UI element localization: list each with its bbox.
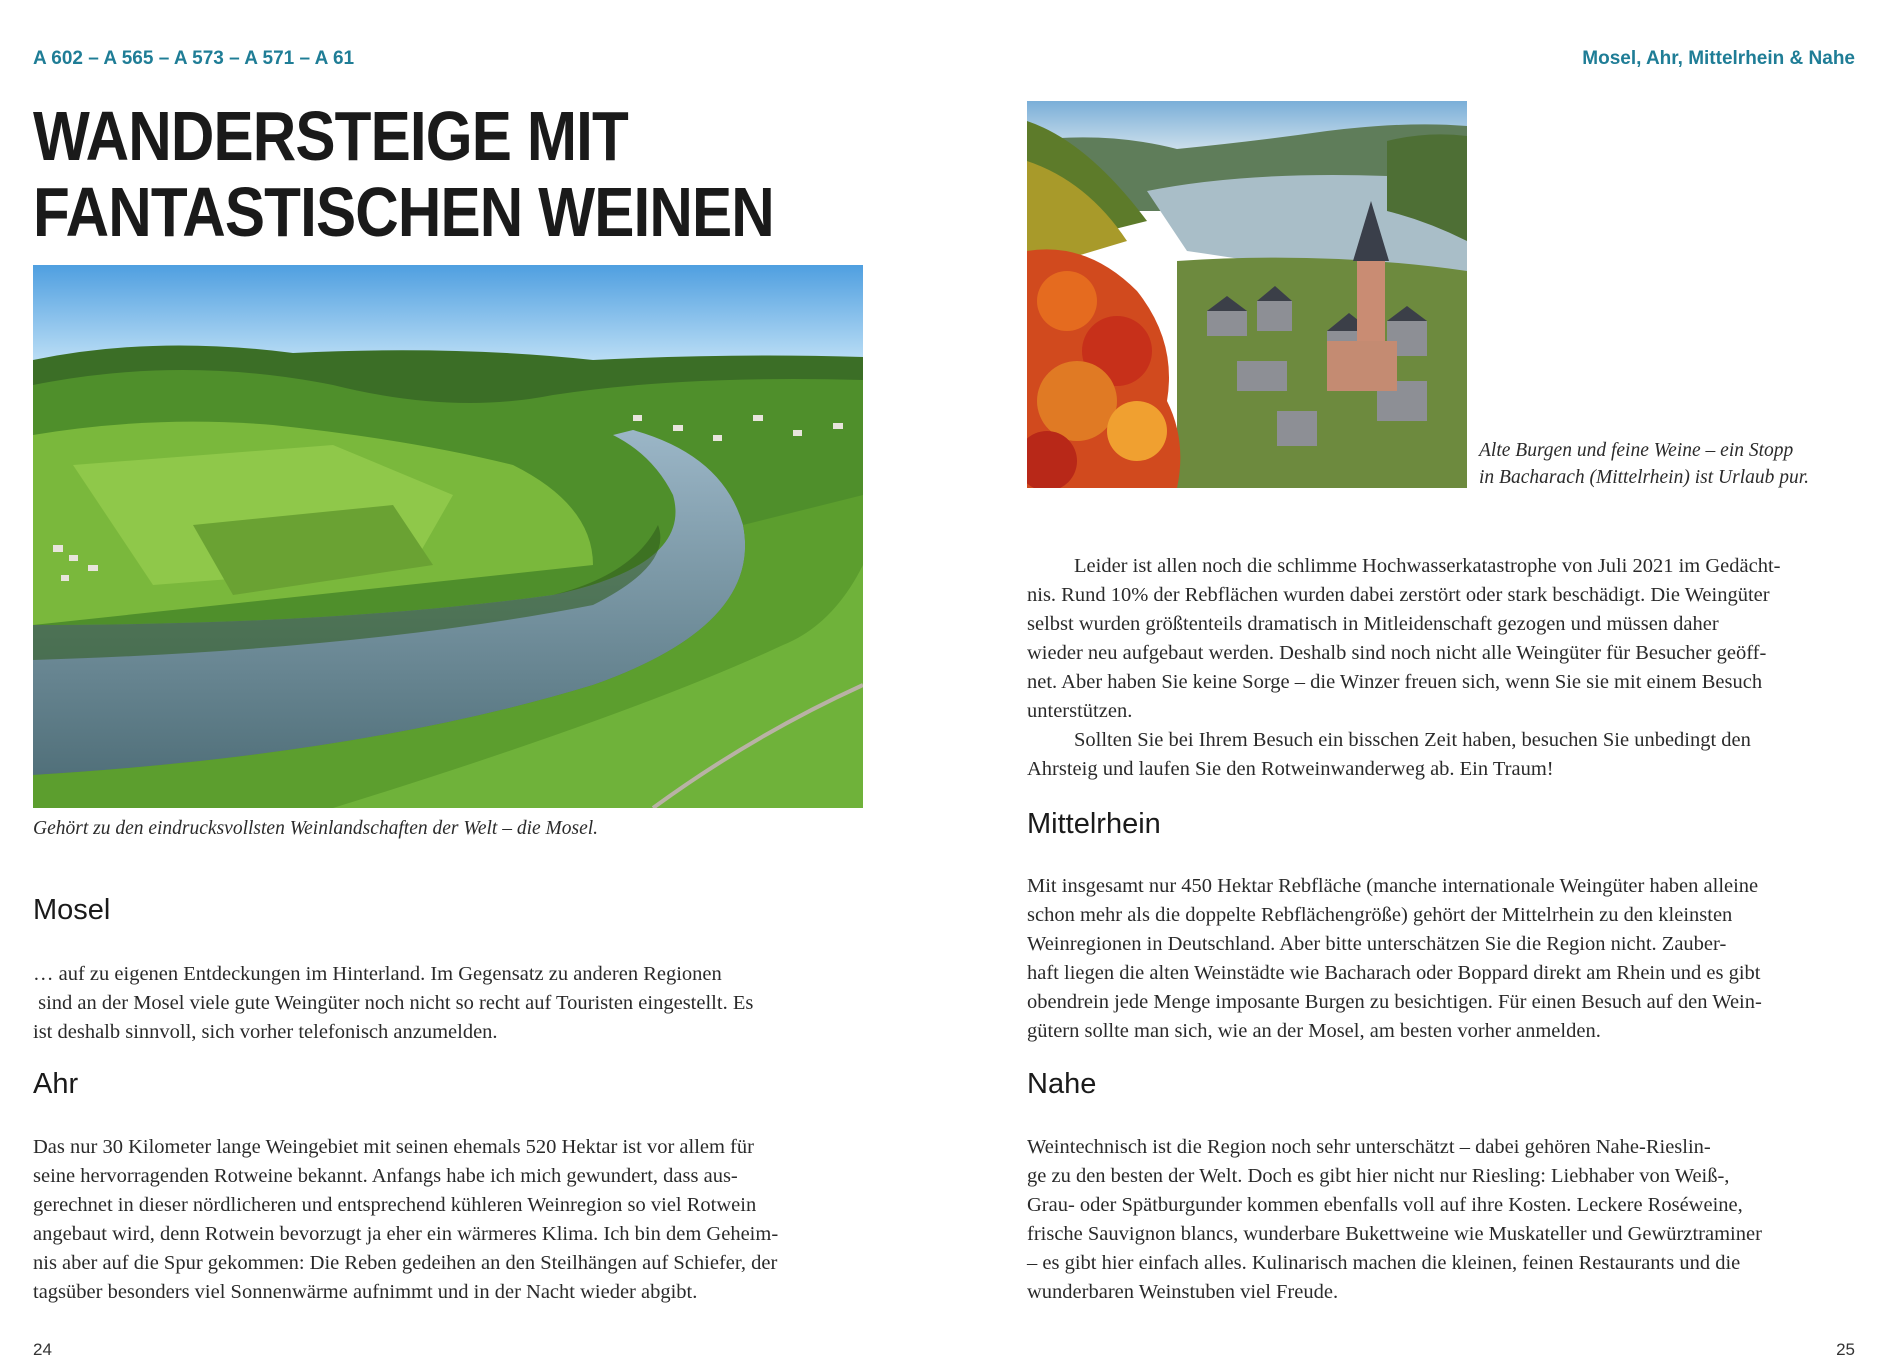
- text-ahr: [33, 1133, 778, 1307]
- text-line: frische Sauvignon blancs, wunderbare Bukettweine wie Muskateller und Gewürztraminer: [1027, 1223, 1762, 1245]
- text-line: schon mehr als die doppelte Rebflächengröße) gehört der Mittelrhein zu den kleinsten: [1027, 904, 1733, 926]
- text-line: Sollten Sie bei Ihrem Besuch ein bisschen Zeit haben, besuchen Sie unbedingt den: [1074, 729, 1751, 751]
- text-intro: [1027, 552, 1781, 784]
- text-line: wunderbaren Weinstuben viel Freude.: [1027, 1281, 1339, 1303]
- page-number-right: 25: [1836, 1340, 1855, 1359]
- text-line: – es gibt hier einfach alles. Kulinarisch machen die kleinen, feinen Restaurants und die: [1027, 1252, 1741, 1274]
- text-line: seine hervorragenden Rotweine bekannt. Anfangs habe ich mich gewundert, dass aus-: [33, 1165, 738, 1187]
- text-mosel: [33, 960, 753, 1047]
- page-title-line-1: WANDERSTEIGE MIT: [33, 97, 628, 175]
- heading-mosel: Mosel: [33, 894, 111, 926]
- page-title-line-2: FANTASTISCHEN WEINEN: [33, 173, 774, 251]
- text-line: Grau- oder Spätburgunder kommen ebenfalls voll auf ihre Kosten. Leckere Roséweine,: [1027, 1194, 1743, 1216]
- text-line: … auf zu eigenen Entdeckungen im Hinterland. Im Gegensatz zu anderen Regionen: [33, 963, 722, 985]
- text-line: wieder neu aufgebaut werden. Deshalb sind noch nicht alle Weingüter für Besucher geöff-: [1027, 642, 1767, 664]
- text-line: Ahrsteig und laufen Sie den Rotweinwanderweg ab. Ein Traum!: [1027, 758, 1554, 780]
- text-line: Leider ist allen noch die schlimme Hochwasserkatastrophe von Juli 2021 im Gedächt-: [1074, 555, 1781, 577]
- heading-ahr: Ahr: [33, 1068, 79, 1100]
- text-line: gütern sollte man sich, wie an der Mosel, am besten vorher anmelden.: [1027, 1020, 1601, 1042]
- text-line: haft liegen die alten Weinstädte wie Bacharach oder Boppard direkt am Rhein und es gibt: [1027, 962, 1761, 984]
- heading-nahe: Nahe: [1027, 1068, 1097, 1100]
- text-line: sind an der Mosel viele gute Weingüter noch nicht so recht auf Touristen eingestellt. Es: [33, 992, 754, 1014]
- heading-mittelrhein: Mittelrhein: [1027, 808, 1161, 840]
- text-line: Weintechnisch ist die Region noch sehr unterschätzt – dabei gehören Nahe-Rieslin-: [1027, 1136, 1711, 1158]
- text-line: ge zu den besten der Welt. Doch es gibt hier nicht nur Riesling: Liebhaber von Weiß-,: [1027, 1165, 1730, 1187]
- text-line: unterstützen.: [1027, 700, 1133, 722]
- text-line: Mit insgesamt nur 450 Hektar Rebfläche (manche internationale Weingüter haben alleine: [1027, 875, 1759, 897]
- running-header-right: Mosel, Ahr, Mittelrhein & Nahe: [1582, 48, 1855, 69]
- text-line: obendrein jede Menge imposante Burgen zu besichtigen. Für einen Besuch auf den Wein-: [1027, 991, 1762, 1013]
- photo-mosel-loop: [33, 265, 863, 808]
- running-header-left: A 602 – A 565 – A 573 – A 571 – A 61: [33, 48, 355, 69]
- photo-bacharach-rhine: [1027, 101, 1467, 488]
- page-title: [33, 98, 774, 250]
- text-line: Weinregionen in Deutschland. Aber bitte unterschätzen Sie die Region nicht. Zauber-: [1027, 933, 1727, 955]
- page-number-left: 24: [33, 1340, 52, 1359]
- text-line: angebaut wird, denn Rotwein bevorzugt ja eher ein wärmeres Klima. Ich bin dem Geheim-: [33, 1223, 779, 1245]
- text-nahe: [1027, 1133, 1762, 1307]
- caption-bacharach-photo: [1479, 437, 1809, 491]
- text-line: net. Aber haben Sie keine Sorge – die Winzer freuen sich, wenn Sie sie mit einem Besuch: [1027, 671, 1763, 693]
- caption-line: in Bacharach (Mittelrhein) ist Urlaub pur.: [1479, 467, 1810, 488]
- caption-line: Alte Burgen und feine Weine – ein Stopp: [1479, 440, 1794, 461]
- text-line: selbst wurden größtenteils dramatisch in Mitleidenschaft gezogen und müssen daher: [1027, 613, 1719, 635]
- caption-mosel-photo: Gehört zu den eindrucksvollsten Weinlandschaften der Welt – die Mosel.: [33, 818, 599, 839]
- text-line: nis aber auf die Spur gekommen: Die Reben gedeihen an den Steilhängen auf Schiefer, der: [33, 1252, 778, 1274]
- text-line: gerechnet in dieser nördlicheren und entsprechend kühleren Weinregion so viel Rotwein: [33, 1194, 757, 1216]
- text-line: nis. Rund 10% der Rebflächen wurden dabei zerstört oder stark beschädigt. Die Weingüter: [1027, 584, 1770, 606]
- text-line: ist deshalb sinnvoll, sich vorher telefonisch anzumelden.: [33, 1021, 498, 1043]
- text-line: Das nur 30 Kilometer lange Weingebiet mit seinen ehemals 520 Hektar ist vor allem für: [33, 1136, 754, 1158]
- text-line: tagsüber besonders viel Sonnenwärme aufnimmt und in der Nacht wieder abgibt.: [33, 1281, 698, 1303]
- text-mittelrhein: [1027, 872, 1762, 1046]
